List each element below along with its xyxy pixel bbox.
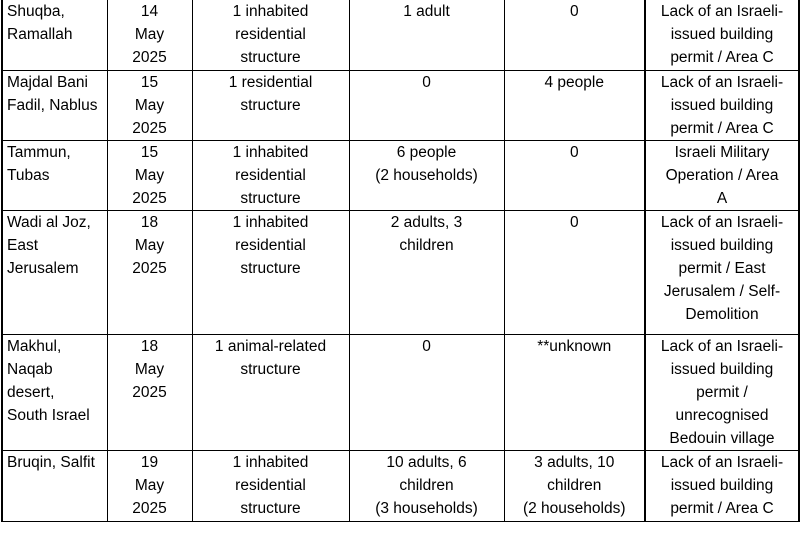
date-cell: 18 May 2025 xyxy=(107,210,192,334)
displaced-cell: 2 adults, 3 children xyxy=(349,210,504,334)
displaced-cell: 1 adult xyxy=(349,0,504,70)
table-row xyxy=(2,140,799,210)
reason-cell: Lack of an Israeli- issued building permit / East Jerusalem / Self- Demolition xyxy=(645,210,799,334)
affected-cell: **unknown xyxy=(504,334,645,450)
date-cell: 18 May 2025 xyxy=(107,334,192,450)
structure-cell: 1 inhabited residential structure xyxy=(192,140,349,210)
location-cell: Shuqba, Ramallah xyxy=(2,0,107,70)
table-row xyxy=(2,334,799,450)
structure-cell: 1 inhabited residential structure xyxy=(192,210,349,334)
structure-cell: 1 inhabited residential structure xyxy=(192,0,349,70)
affected-cell: 3 adults, 10 children (2 households) xyxy=(504,450,645,521)
table-row xyxy=(2,70,799,140)
table-row xyxy=(2,210,799,334)
date-cell: 19 May 2025 xyxy=(107,450,192,521)
location-cell: Majdal Bani Fadil, Nablus xyxy=(2,70,107,140)
date-cell: 15 May 2025 xyxy=(107,70,192,140)
table-row xyxy=(2,0,799,70)
structure-cell: 1 residential structure xyxy=(192,70,349,140)
date-cell: 15 May 2025 xyxy=(107,140,192,210)
date-cell: 14 May 2025 xyxy=(107,0,192,70)
location-cell: Tammun, Tubas xyxy=(2,140,107,210)
location-cell: Bruqin, Salfit xyxy=(2,450,107,521)
reason-cell: Lack of an Israeli- issued building permit / Area C xyxy=(645,70,799,140)
affected-cell: 0 xyxy=(504,210,645,334)
reason-cell: Israeli Military Operation / Area A xyxy=(645,140,799,210)
table-row xyxy=(2,450,799,521)
location-cell: Wadi al Joz, East Jerusalem xyxy=(2,210,107,334)
demolitions-table xyxy=(1,0,800,522)
displaced-cell: 10 adults, 6 children (3 households) xyxy=(349,450,504,521)
displaced-cell: 0 xyxy=(349,334,504,450)
displaced-cell: 6 people (2 households) xyxy=(349,140,504,210)
displaced-cell: 0 xyxy=(349,70,504,140)
affected-cell: 0 xyxy=(504,0,645,70)
affected-cell: 4 people xyxy=(504,70,645,140)
structure-cell: 1 animal-related structure xyxy=(192,334,349,450)
reason-cell: Lack of an Israeli- issued building permit / unrecognised Bedouin village xyxy=(645,334,799,450)
location-cell: Makhul, Naqab desert, South Israel xyxy=(2,334,107,450)
structure-cell: 1 inhabited residential structure xyxy=(192,450,349,521)
reason-cell: Lack of an Israeli- issued building permit / Area C xyxy=(645,0,799,70)
affected-cell: 0 xyxy=(504,140,645,210)
reason-cell: Lack of an Israeli- issued building permit / Area C xyxy=(645,450,799,521)
